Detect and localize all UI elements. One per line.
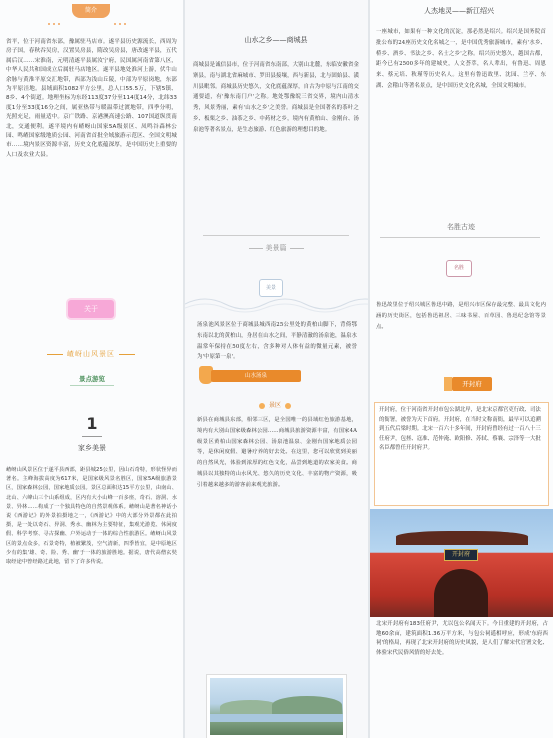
kaifeng-body-text: 北宋开封府有183任府尹，尤以包公名闻天下。今日重建的开封府，占地60余亩，建筑面积1.36万平方米，与包公祠遥相呼应，形成'东府西祠'的格局，再现了北宋开封府的历史风貌，是人们了解宋代官署文化、体验宋代民俗风情的好去处。	[376, 621, 548, 656]
section-number: 1	[86, 414, 98, 433]
kaifeng-gate-photo	[370, 509, 553, 617]
beauty-section-title: 美景篇	[237, 243, 315, 253]
landmark-tag[interactable]: 名胜	[446, 260, 472, 277]
shaoxing-title: 人杰地灵——新江绍兴	[424, 7, 494, 15]
gate-plaque: 开封府	[444, 549, 478, 561]
divider-line	[203, 235, 349, 236]
photo-hill	[220, 700, 280, 714]
scenic-area-text: 新县在商城县东部，相邻三区，是全国唯一的县域红色旅游基地，境内有大别山国家级森林公园……商城县旅游资源丰富，有国家4A级景区黄柏山国家森林公园、汤泉池温泉、金刚台国家地质公园等，是休闲度假、避暑疗养的好去处。在这里，您可以欣赏到美丽的自然风光，体验到浓厚的红色文化，品尝到地道的农家美食。商城县以其独特的山水风光、悠久的历史文化、丰富的物产资源，吸引着越来越多的游客前来观光旅游。	[197, 417, 357, 488]
shangcheng-intro: 商城县是诚信县市，位于河南省东南部，大别山北麓，东临安徽省金寨县，南与湖北省麻城市、罗田县接壤，西与新县，北与固始县、潢川县毗邻。商城县历史悠久，文化底蕴深厚，自古为中原与江南的交通要道，有'豫东南门户'之称。地处鄂豫皖三省交界，境内山清水秀，风景秀丽，素有'山水之乡'之美誉。商城县是全国著名的茶叶之乡、板栗之乡、油茶之乡、中药材之乡，境内有黄柏山、金刚台、汤泉池等著名景点，是生态旅游、红色旅游的理想目的地。	[193, 62, 359, 133]
divider-line	[380, 237, 540, 238]
beauty-tag[interactable]: 美景	[259, 279, 283, 297]
gate-roof	[396, 531, 528, 545]
middle-column	[185, 0, 368, 738]
scenic-body-text: 嵖岈山风景区位于遂平县西部，距县城25公里，因山石奇特，形状怪异而著名。主峰海拔高度为617米，是国家级风景名胜区，国家5A级旅游景区，国家森林公园，国家地质公园。景区总面积达15平方公里，由南山、北山、六峰山三个山系组成，区内有大小山峰一百多座，奇石、溶洞、水景、异林……构成了一个独具特色的自然景观体系。嵖岈山是著名神话小说《西游记》的外景拍摄地之一，《西游记》中的大部分外景都在此拍摄，是一处以奇石、异洞、秀水、幽林为主要特征，集观光游览、休闲度假、科学考察、寻古探幽、户外运动于一体的综合性旅游区。嵖岈山风景区的景点众多，石景奇特，植被繁茂，空气清新，四季皆宜，是中原地区少有的集'雄、奇、险、秀、幽'于一体的旅游胜地。据说，唐代高僧玄奘取经途中曾经路过此地，留下了许多传说。	[6, 467, 177, 566]
number-underline	[82, 436, 102, 437]
scenic-area-heading: 景区	[245, 400, 305, 409]
landmarks-title: 名胜古迹	[447, 223, 475, 231]
left-column	[0, 0, 183, 738]
scenic-tag: 景点游览	[70, 373, 114, 386]
about-button[interactable]: 关于	[68, 300, 114, 318]
kaifeng-heading: 开封府	[452, 377, 492, 391]
decor-dots-left	[48, 10, 68, 13]
intro-text: 省平，位于河南省东部，豫属驻马店市。遂平县历史源流长，西周为房子国，春秋吞吴房，汉置吴房县，隋改吴房县，唐改遂平县，五代属后汉……宋淮南，元明清遂平县属汝宁府，民国属河南省第八区，中华人民共和国成立后属驻马店地区。遂平县地处淮河上游，伏牛山余脉与黄淮平原交汇地带，西部为浅山丘陵，中部为平原岗地，东部为平原洼地。县域面积1082平方公里，总人口55.5万，下辖5镇、8乡、4个街道。地理坐标为东经113度37分至114度14分，北纬33度1分至33度16分之间，属亚热带与暖温带过渡地带，四季分明，光照充足，雨量适中。京广铁路、京港澳高速公路、107国道纵贯南北，交通便利。遂平境内有嵖岈山国家5A级景区、凤鸣谷森林公园、鸣嵖国家级地质公园、河南省首批全域旅游示范区、全国文明城市……境内景区资源丰富，历史文化底蕴深厚，是中国历史上重要的人口及农业大县。	[6, 39, 177, 158]
right-column	[370, 0, 553, 738]
shaoxing-intro: 一座城市，如果有一种文化的沉淀，那必然是绍兴。绍兴是国务院首批公布的24座历史文化名城之一，是中国优秀旅游城市，素有'水乡、桥乡、酒乡、书法之乡、名士之乡'之称。绍兴历史悠久，越国古都，距今已有2500多年的建城史，人文荟萃，名人辈出，有鲁迅、周恩来、蔡元培、秋瑾等历史名人。这里有鲁迅故里、沈园、兰亭、东湖、会稽山等著名景点，是中国历史文化名城，全国文明城市。	[376, 29, 546, 89]
lake-photo	[207, 675, 346, 738]
hot-spring-text: 汤泉池风景区位于商城县城西南25公里处的黄柏山脚下，背倚鄂东南以北的黄柏山，身居在山水之间，平静清澈的汤泉池，温泉水温常年保持在50度左右，含多种对人体有益的微量元素，被誉为'中原第一泉'。	[197, 322, 357, 361]
photo-water	[210, 714, 343, 722]
intro-tab[interactable]: 简介	[72, 4, 110, 18]
hometown-subtitle: 家乡美景	[78, 444, 106, 452]
decor-dots-right	[114, 10, 134, 13]
gate-arch	[434, 569, 488, 617]
shangcheng-title: 山水之乡——商城县	[244, 36, 308, 44]
mountain-water-banner: 山水汤泉	[211, 370, 301, 382]
luxun-text: 鲁迅故里位于绍兴城区鲁迅中路，是绍兴市区保存最完整、最具文化内涵的历史街区，包括鲁迅祖居、三味书屋、百草园、鲁迅纪念馆等景点。	[376, 302, 546, 330]
photo-hill	[272, 696, 342, 714]
kaifeng-box-text: 开封府，位于河南省开封市包公湖北岸，是北宋京都官吏行政、司法的衙署，被誉为天下首府。开封府，在当时文称南衙，最早可以追溯到五代后梁时期。北宋一百六十多年间，开封府曾经有过一百八十三任府尹，包拯、寇准、范仲淹、欧阳修、苏轼、蔡襄、宗泽等一大批名臣都曾任开封府尹。	[374, 402, 549, 506]
section-title-scenic: 嵖岈山风景区	[30, 349, 152, 359]
